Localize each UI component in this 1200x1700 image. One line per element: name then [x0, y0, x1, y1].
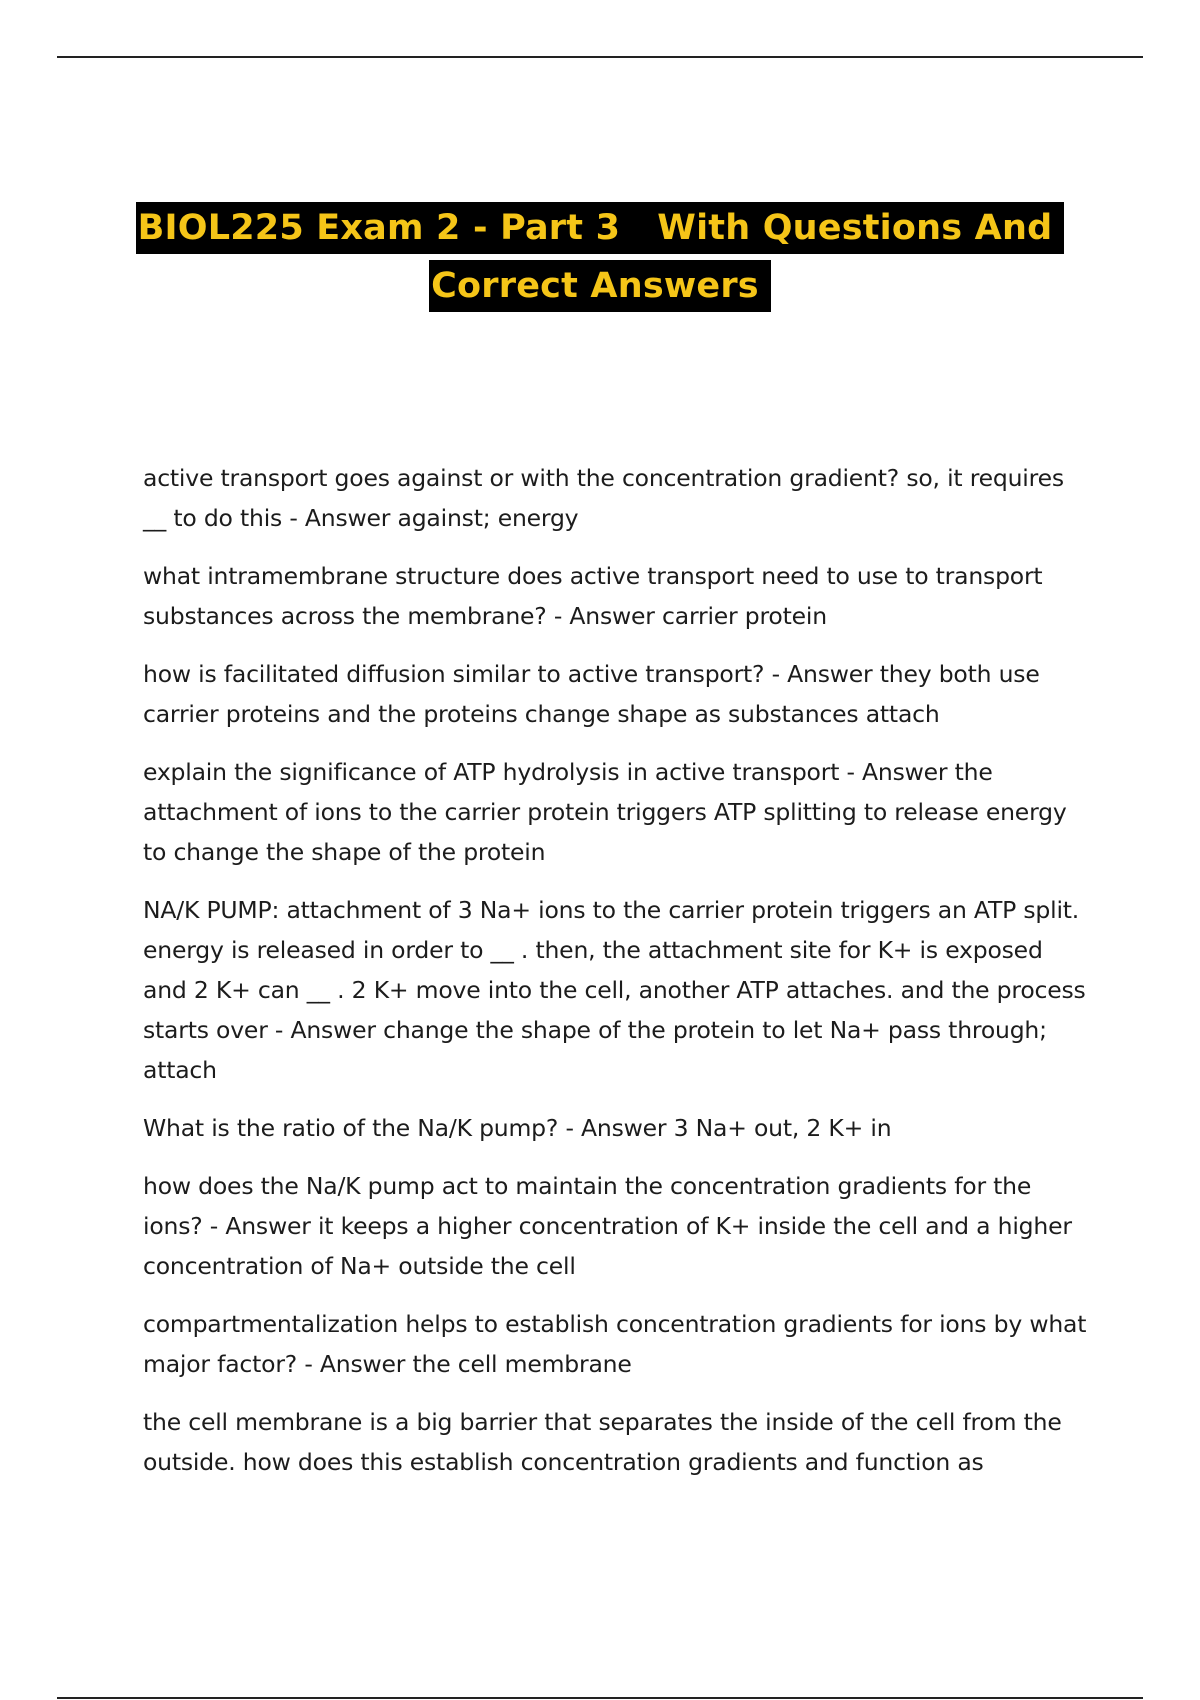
qa-item: how does the Na/K pump act to maintain the concentration gradients for the ions? - Answer it keeps a higher concentration of K+ inside the cell and a higher concentration of Na+ outside the cell: [143, 1172, 1072, 1280]
title-block: [0, 202, 1200, 312]
qa-item: explain the significance of ATP hydrolysis in active transport - Answer the attachment of ions to the carrier protein triggers ATP splitting to release energy to change the shape of the protein: [143, 758, 1067, 866]
qa-item: the cell membrane is a big barrier that separates the inside of the cell from the outside. how does this establish concentration gradients and function as: [143, 1408, 1062, 1476]
qa-item: how is facilitated diffusion similar to active transport? - Answer they both use carrier proteins and the proteins change shape as substances attach: [143, 660, 1040, 728]
qa-list: [143, 458, 1093, 1500]
document-title-line-2: Correct Answers: [429, 260, 771, 312]
footer-rule: [57, 1697, 1143, 1699]
qa-item: What is the ratio of the Na/K pump? - Answer 3 Na+ out, 2 K+ in: [143, 1114, 892, 1142]
document-title-line-1: BIOL225 Exam 2 - Part 3 With Questions And: [136, 202, 1065, 254]
qa-item: NA/K PUMP: attachment of 3 Na+ ions to the carrier protein triggers an ATP split. energy is released in order to __ . then, the attachment site for K+ is exposed and 2 K+ can __ . 2 K+ move into the cell, another ATP attaches. and the process starts over - Answer change the shape of the protein to let Na+ pass through; attach: [143, 896, 1086, 1084]
qa-item: active transport goes against or with the concentration gradient? so, it requires __ to do this - Answer against; energy: [143, 464, 1064, 532]
header-rule: [57, 56, 1143, 58]
qa-item: what intramembrane structure does active transport need to use to transport substances across the membrane? - Answer carrier protein: [143, 562, 1043, 630]
qa-item: compartmentalization helps to establish concentration gradients for ions by what major factor? - Answer the cell membrane: [143, 1310, 1087, 1378]
